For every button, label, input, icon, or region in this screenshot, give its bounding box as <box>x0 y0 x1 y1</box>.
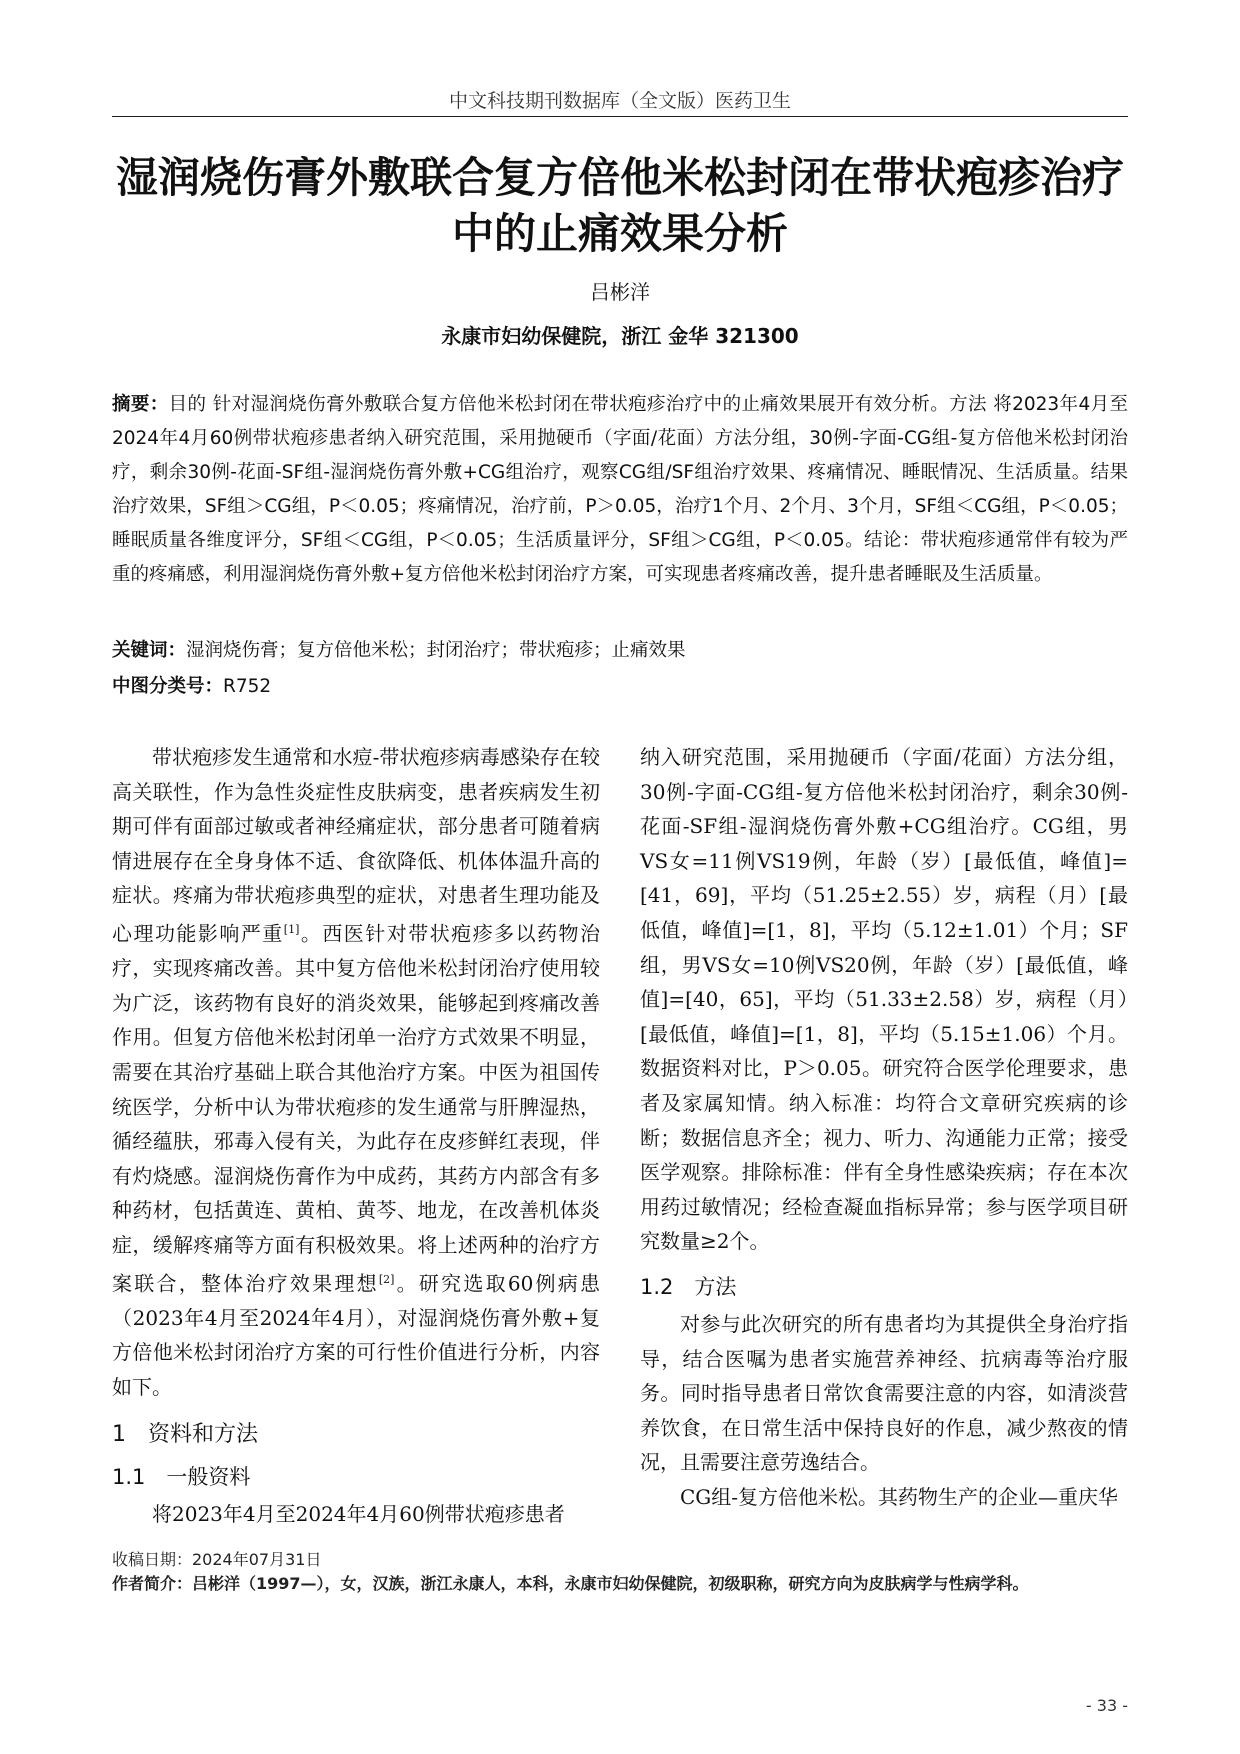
title-line-1: 湿润烧伤膏外敷联合复方倍他米松封闭在带状疱疹治疗 <box>115 153 1124 202</box>
abstract <box>112 388 1128 592</box>
clc-label: 中图分类号： <box>112 676 224 697</box>
citation-2: [2] <box>378 1272 395 1286</box>
classification-number <box>112 672 1128 698</box>
paper-title <box>112 150 1128 262</box>
section-heading-1: 1 资料和方法 <box>112 1421 258 1447</box>
intro-paragraph <box>112 740 600 1405</box>
intro-text-c: 。研究选取60例病患（2023年4月至2024年4月），对湿润烧伤膏外敷+复方倍他米松封闭治疗方案的可行性价值进行分析，内容如下。 <box>112 1271 601 1399</box>
method-paragraph-2: CG组-复方倍他米松。其药物生产的企业—重庆华 <box>680 1484 1119 1509</box>
footnote <box>112 1548 1128 1596</box>
keywords-label: 关键词： <box>112 640 187 661</box>
abstract-text: 目的 针对湿润烧伤膏外敷联合复方倍他米松封闭在带状疱疹治疗中的止痛效果展开有效分析。方法 将2023年4月至2024年4月60例带状疱疹患者纳入研究范围，采用抛硬币（字面/花面）方法分组，30例-字面-CG组-复方倍他米松封闭治疗，剩余30例-花面-SF组-湿润烧伤膏外敷+CG组治疗，观察CG组/SF组治疗效果、疼痛情况、睡眠情况、生活质量。结果 治疗效果，SF组＞CG组，P＜0.05；疼痛情况，治疗前，P＞0.05，治疗1个月、2个月、3个月，SF组＜CG组，P＜0.05；睡眠质量各维度评分，SF组＜CG组，P＜0.05；生活质量评分，SF组＞CG组，P＜0.05。结论：带状疱疹通常伴有较为严重的疼痛感，利用湿润烧伤膏外敷+复方倍他米松封闭治疗方案，可实现患者疼痛改善，提升患者睡眠及生活质量。 <box>112 394 1128 585</box>
section-heading-1-1: 1.1 一般资料 <box>112 1464 251 1489</box>
section-heading-1-2: 1.2 方法 <box>640 1274 737 1299</box>
keywords-text: 湿润烧伤膏；复方倍他米松；封闭治疗；带状疱疹；止痛效果 <box>186 640 686 661</box>
header-divider <box>112 116 1128 117</box>
general-info-paragraph-cont: 纳入研究范围，采用抛硬币（字面/花面）方法分组，30例-字面-CG组-复方倍他米松封闭治疗，剩余30例-花面-SF组-湿润烧伤膏外敷+CG组治疗。CG组，男VS女=11例VS19例，年龄（岁）[最低值，峰值]=[41，69]，平均（51.25±2.55）岁，病程（月）[最低值，峰值]=[1，8]，平均（5.12±1.01）个月；SF组，男VS女=10例VS20例，年龄（岁）[最低值，峰值]=[40，65]，平均（51.33±2.58）岁，病程（月）[最低值，峰值]=[1，8]，平均（5.15±1.06）个月。数据资料对比，P＞0.05。研究符合医学伦理要求，患者及家属知情。纳入标准：均符合文章研究疾病的诊断；数据信息齐全；视力、听力、沟通能力正常；接受医学观察。排除标准：伴有全身性感染疾病；存在本次用药过敏情况；经检查凝血指标异常；参与医学项目研究数量≥2个。 <box>640 745 1128 1254</box>
clc-text: R752 <box>223 676 272 697</box>
method-paragraph-1: 对参与此次研究的所有患者均为其提供全身治疗指导，结合医嘱为患者实施营养神经、抗病毒等治疗服务。同时指导患者日常饮食需要注意的内容，如清淡营养饮食，在日常生活中保持良好的作息，减少熬夜的情况，且需要注意劳逸结合。 <box>640 1311 1128 1475</box>
column-left <box>112 740 600 1531</box>
abstract-label: 摘要： <box>112 394 169 415</box>
author-bio <box>112 1572 1128 1596</box>
author-name: 吕彬洋 <box>590 280 650 304</box>
citation-1: [1] <box>283 922 300 936</box>
author-bio-text: 吕彬洋（1997—），女，汉族，浙江永康人，本科，永康市妇幼保健院，初级职称，研究方向为皮肤病学与性病学科。 <box>192 1574 1029 1593</box>
title-line-2: 中的止痛效果分析 <box>451 209 788 258</box>
intro-text-a: 带状疱疹发生通常和水痘-带状疱疹病毒感染存在较高关联性，作为急性炎症性皮肤病变，患者疾病发生初期可伴有面部过敏或者神经痛症状，部分患者可随着病情进展存在全身身体不适、食欲降低、机体体温升高的症状。疼痛为带状疱疹典型的症状，对患者生理功能及心理功能影响严重 <box>112 745 600 946</box>
journal-header: 中文科技期刊数据库（全文版）医药卫生 <box>448 90 791 112</box>
general-info-paragraph-start: 将2023年4月至2024年4月60例带状疱疹患者 <box>152 1501 565 1526</box>
keywords <box>112 636 1128 662</box>
received-date: 收稿日期：2024年07月31日 <box>112 1550 322 1569</box>
author-affiliation: 永康市妇幼保健院，浙江 金华 321300 <box>441 324 799 348</box>
author-bio-label: 作者简介： <box>112 1574 193 1593</box>
intro-text-b: 。西医针对带状疱疹多以药物治疗，实现疼痛改善。其中复方倍他米松封闭治疗使用较为广泛，该药物有良好的消炎效果，能够起到疼痛改善作用。但复方倍他米松封闭单一治疗方式效果不明显，需要在其治疗基础上联合其他治疗方案。中医为祖国传统医学，分析中认为带状疱疹的发生通常与肝脾湿热，循经蕴肤，邪毒入侵有关，为此存在皮疹鲜红表现，伴有灼烧感。湿润烧伤膏作为中成药，其药方内部含有多种药材，包括黄连、黄柏、黄芩、地龙，在改善机体炎症，缓解疼痛等方面有积极效果。将上述两种的治疗方案联合，整体治疗效果理想 <box>112 921 601 1296</box>
column-right <box>640 740 1128 1514</box>
page-number: - 33 - <box>1085 1696 1128 1715</box>
